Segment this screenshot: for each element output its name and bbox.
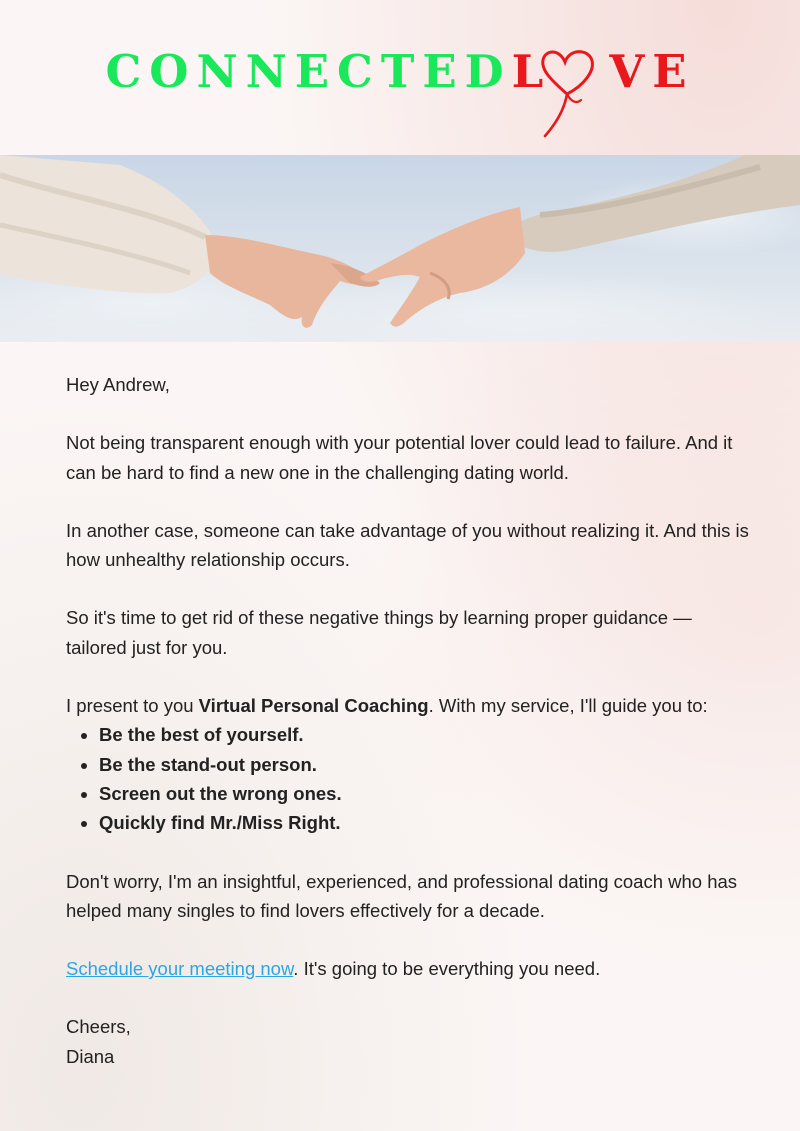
p4-prefix: I present to you (66, 695, 199, 717)
p4-suffix: . With my service, I'll guide you to: (428, 695, 708, 717)
cta-paragraph (66, 954, 756, 983)
logo-letter-l: L (511, 45, 552, 98)
signoff: Cheers, (66, 1016, 131, 1038)
paragraph-5: Don't worry, I'm an insightful, experienced, and professional dating coach who has helped many singles to find lovers effectively for a decade. (66, 870, 738, 921)
service-name: Virtual Personal Coaching (198, 695, 429, 717)
header (0, 0, 800, 155)
benefit-list (66, 720, 756, 837)
list-item: • Screen out the wrong ones. (99, 779, 756, 808)
greeting: Hey Andrew, (66, 374, 170, 395)
paragraph-3: So it's time to get rid of these negative things by learning proper guidance — tailored just for you. (66, 607, 692, 658)
heart-icon (537, 46, 599, 140)
hero-image (0, 155, 800, 342)
letter-body (66, 370, 756, 1071)
paragraph-1: Not being transparent enough with your potential lover could lead to failure. And it can be hard to find a new one in the challenging dating world. (66, 432, 733, 483)
list-item: • Be the best of yourself. (99, 720, 756, 749)
cta-suffix: . It's going to be everything you need. (293, 958, 601, 980)
list-item: • Be the stand-out person. (99, 750, 756, 779)
logo-word-connected: CONNECTED (105, 45, 512, 98)
signature: Diana (66, 1045, 115, 1067)
logo (0, 44, 800, 100)
logo-word-ve: VE (609, 45, 695, 98)
list-item: • Quickly find Mr./Miss Right. (99, 808, 756, 837)
schedule-meeting-link[interactable]: Schedule your meeting now (66, 958, 294, 980)
paragraph-2: In another case, someone can take advantage of you without realizing it. And this is how unhealthy relationship occurs. (66, 519, 749, 571)
signature-block (66, 1012, 756, 1071)
hands-reaching-photo (0, 155, 800, 342)
paragraph-4 (66, 691, 756, 720)
